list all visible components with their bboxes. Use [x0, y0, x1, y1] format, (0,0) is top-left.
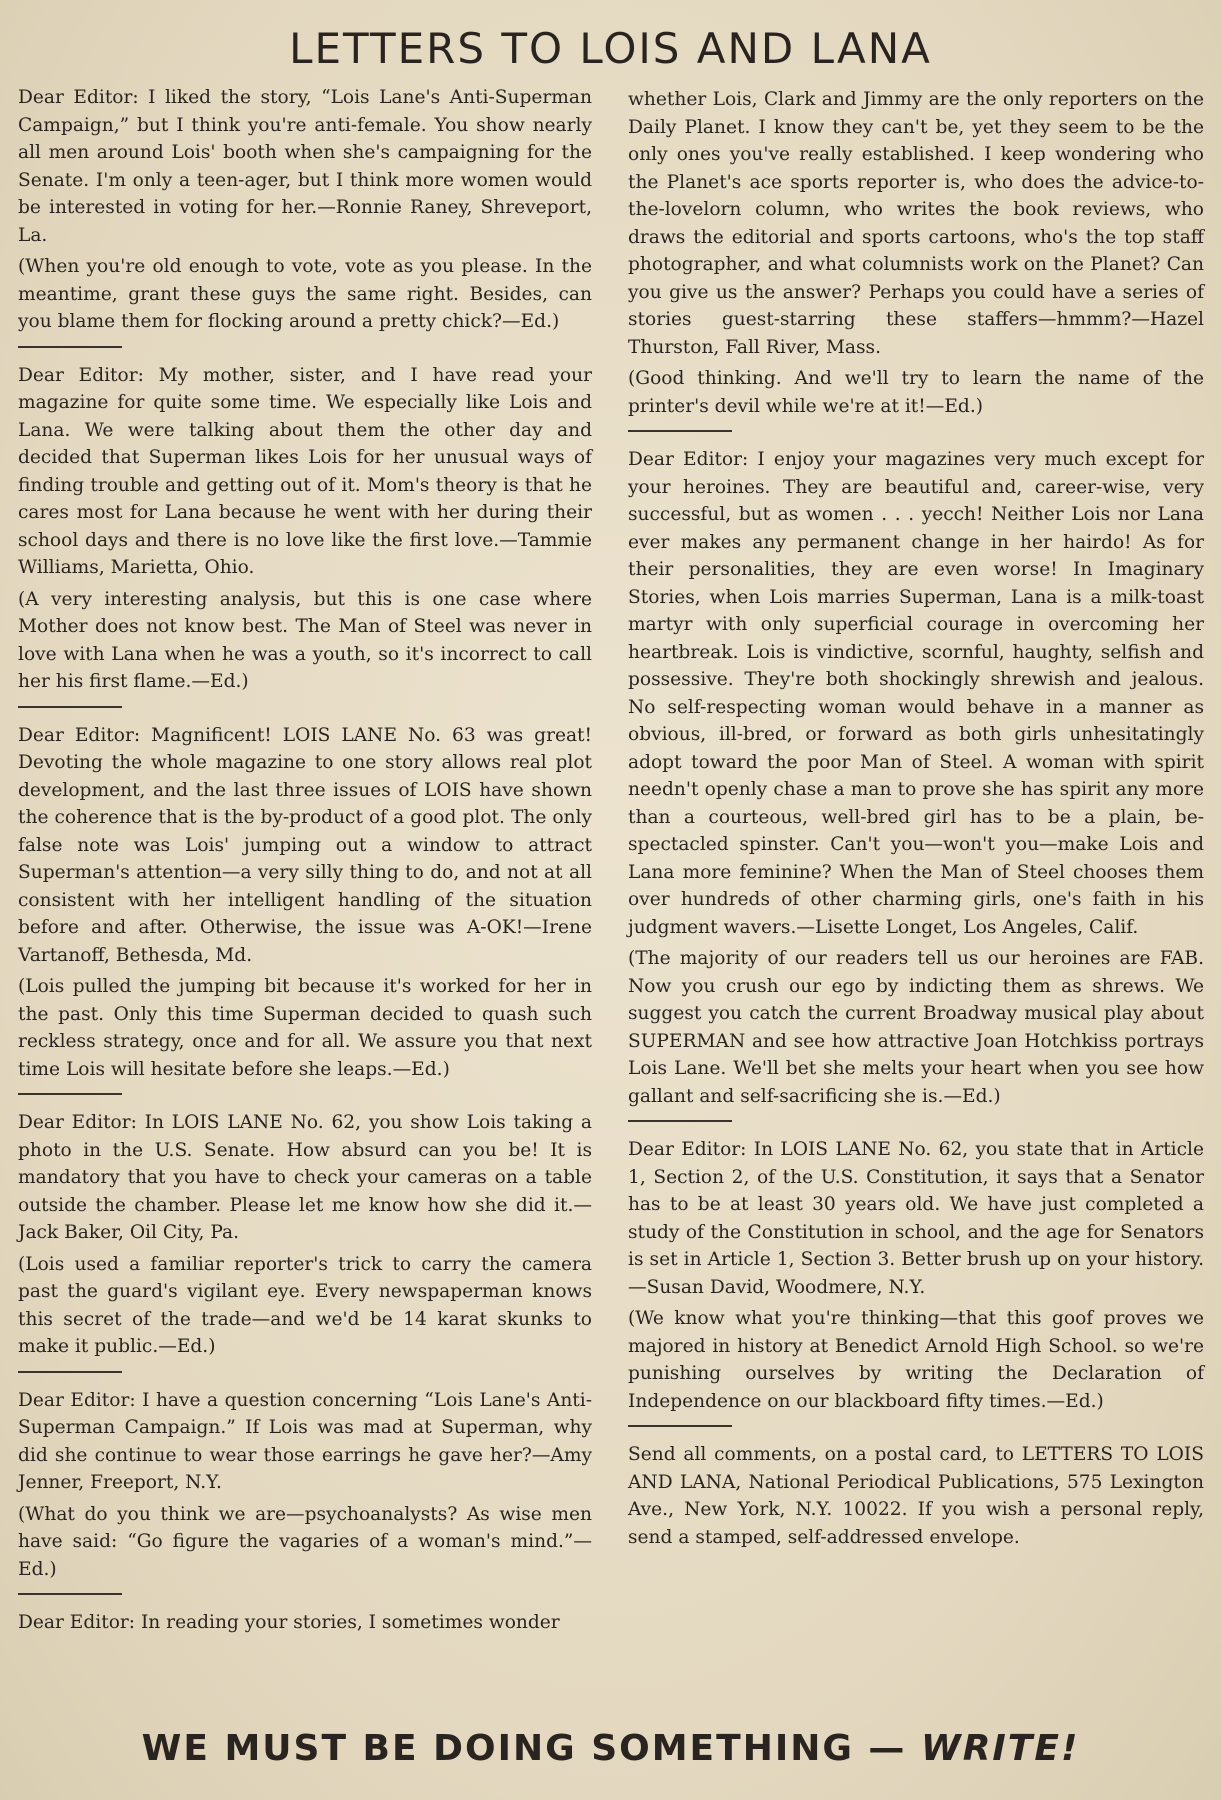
slogan-main: WE MUST BE DOING SOMETHING — [141, 1728, 907, 1769]
divider-rule [18, 706, 122, 708]
divider-rule [18, 1593, 122, 1595]
editor-reply: (When you're old enough to vote, vote as you please. In the meantime, grant these guys the same right. Besides, can you blame them for flocking around a pretty chick?—Ed.) [18, 256, 592, 332]
reader-letter: Dear Editor: I liked the story, “Lois Lane's Anti-Superman Campaign,” but I think you're anti-female. You show nearly all men around Lois' booth when she's campaigning for the Senate. I'm only a teen-ager, but I think more women would be interested in voting for her.—Ronnie Raney, Shreveport, La. [18, 87, 592, 246]
editor-reply: (We know what you're thinking—that this goof proves we majored in history at Benedict Arnold High School. so we're punishing ourselves by writing the Declaration of Independence on our blackboard fifty times.—Ed.) [628, 1308, 1204, 1412]
left-column [18, 84, 592, 1641]
editor-reply: (A very interesting analysis, but this is one case where Mother does not know best. The Man of Steel was never in love with Lana when he was a youth, so it's incorrect to call her his first flame.—Ed.) [18, 588, 592, 692]
editor-reply: (Good thinking. And we'll try to learn the name of the printer's devil while we're at it!—Ed.) [628, 368, 1204, 417]
editor-reply: (The majority of our readers tell us our heroines are FAB. Now you crush our ego by indicting them as shrews. We suggest you catch the current Broadway musical play about SUPERMAN and see how attractive Joan Hotchkiss portrays Lois Lane. We'll bet she melts your heart when you see how gallant and self-sacrificing she is.—Ed.) [628, 948, 1204, 1107]
reader-letter: Dear Editor: In reading your stories, I sometimes wonder [18, 1612, 560, 1633]
reader-letter: Dear Editor: In LOIS LANE No. 62, you state that in Article 1, Section 2, of the U.S. Constitution, it says that a Senator has to be at least 30 years old. We have just completed a study of the Constitution in school, and the age for Senators is set in Article 1, Section 3. Better brush up on your history.—Susan David, Woodmere, N.Y. [628, 1139, 1204, 1298]
reader-letter: Dear Editor: I have a question concerning “Lois Lane's Anti-Superman Campaign.” If Lois was mad at Superman, why did she continue to wear those earrings he gave her?—Amy Jenner, Freeport, N.Y. [18, 1389, 592, 1493]
divider-rule [18, 1093, 122, 1095]
editor-reply: (What do you think we are—psychoanalysts? As wise men have said: “Go figure the vagaries of a woman's mind.”—Ed.) [18, 1503, 592, 1580]
right-column [628, 86, 1204, 1551]
editor-reply: (Lois pulled the jumping bit because it's worked for her in the past. Only this time Superman decided to quash such reckless strategy, once and for all. We assure you that next time Lois will hesitate before she leaps.—Ed.) [18, 976, 592, 1080]
divider-rule [628, 1120, 732, 1122]
reader-letter: Dear Editor: Magnificent! LOIS LANE No. 63 was great! Devoting the whole magazine to one story allows real plot development, and the last three issues of LOIS have shown the coherence that is the by-product of a good plot. The only false note was Lois' jumping out a window to attract Superman's attention—a very silly thing to do, and not at all consistent with her intelligent handling of the situation before and after. Otherwise, the issue was A-OK!—Irene Vartanoff, Bethesda, Md. [18, 724, 592, 966]
slogan [0, 1728, 1221, 1769]
reader-letter: Dear Editor: In LOIS LANE No. 62, you show Lois taking a photo in the U.S. Senate. How absurd can you be! It is mandatory that you have to check your cameras on a table outside the chamber. Please let me know how she did it.—Jack Baker, Oil City, Pa. [18, 1112, 592, 1243]
reader-letter: whether Lois, Clark and Jimmy are the only reporters on the Daily Planet. I know they can't be, yet they seem to be the only ones you've really established. I keep wondering who the Planet's ace sports reporter is, who does the advice-to-the-lovelorn column, who writes the book reviews, who draws the editorial and sports cartoons, who's the top staff photographer, and what columnists work on the Planet? Can you give us the answer? Perhaps you could have a series of stories guest-starring these staffers—hmmm?—Hazel Thurston, Fall River, Mass. [628, 89, 1204, 358]
editor-reply: (Lois used a familiar reporter's trick to carry the camera past the guard's vigilant eye. Every newspaperman knows this secret of the trade—and we'd be 14 karat skunks to make it public.—Ed.) [18, 1253, 592, 1357]
reader-letter: Dear Editor: My mother, sister, and I have read your magazine for quite some time. We especially like Lois and Lana. We were talking about them the other day and decided that Superman likes Lois for her unusual ways of finding trouble and getting out of it. Mom's theory is that he cares most for Lana because he went with her during their school days and there is no love like the first love.—Tammie Williams, Marietta, Ohio. [18, 364, 592, 578]
divider-rule [628, 1425, 732, 1427]
reader-letter: Dear Editor: I enjoy your magazines very much except for your heroines. They are beautiful and, career-wise, very successful, but as women . . . yecch! Neither Lois nor Lana ever makes any permanent change in her hairdo! As for their personalities, they are even worse! In Imaginary Stories, when Lois marries Superman, Lana is a milk-toast martyr with only superficial courage in overcoming her heartbreak. Lois is vindictive, scornful, haughty, selfish and possessive. They're both shockingly shrewish and jealous. No self-respecting woman would behave in a manner as obvious, ill-bred, or forward as both girls unhesitatingly adopt toward the poor Man of Steel. A woman with spirit needn't openly chase a man to prove she has spirit any more than a courteous, well-bred girl has to be a plain, be-spectacled spinster. Can't you—won't you—make Lois and Lana more feminine? When the Man of Steel chooses them over hundreds of other charming girls, one's faith in his judgment wavers.—Lisette Longet, Los Angeles, Calif. [628, 449, 1204, 938]
slogan-emphasis: WRITE! [920, 1728, 1080, 1769]
page-title: LETTERS TO LOIS AND LANA [289, 24, 932, 73]
submission-instructions: Send all comments, on a postal card, to LETTERS TO LOIS AND LANA, National Periodical Publications, 575 Lexington Ave., New York, N.Y. 10022. If you wish a personal reply, send a stamped, self-addressed envelope. [628, 1444, 1204, 1548]
divider-rule [628, 430, 732, 432]
divider-rule [18, 346, 122, 348]
divider-rule [18, 1371, 122, 1373]
